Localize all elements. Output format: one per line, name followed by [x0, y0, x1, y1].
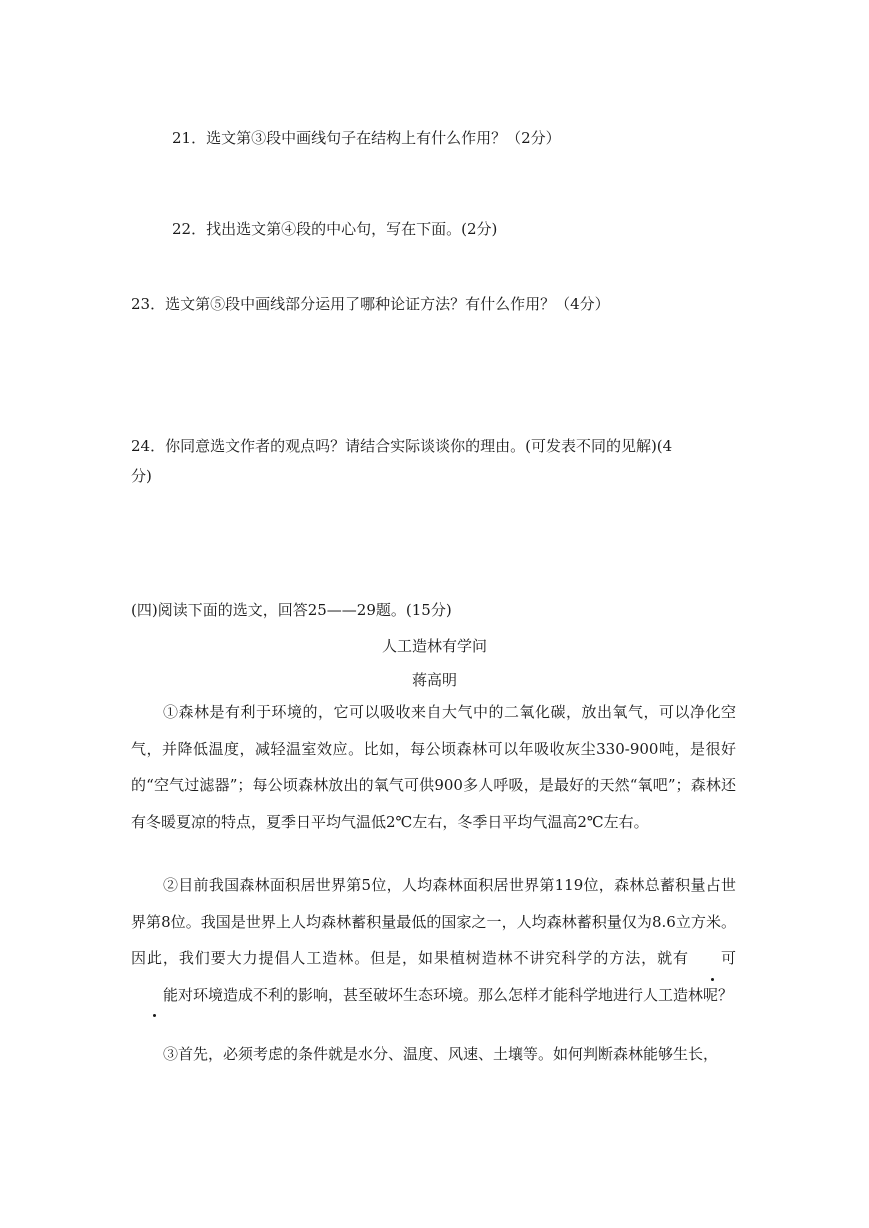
emphasis-dot-char: 可: [689, 940, 736, 977]
article-author: 蒋高明: [411, 671, 457, 689]
question-21: 21．选文第③段中画线句子在结构上有什么作用？（2分）: [172, 129, 561, 147]
paragraph-1: ①森林是有利于环境的，它可以吸收来自大气中的二氧化碳，放出氧气，可以净化空气，并降低温度，减轻温室效应。比如，每公顷森林可以年吸收灰尘330-900吨，是很好的“空气过滤器”；每公顷森林放出的氧气可供900多人呼吸，是最好的天然“氧吧”；森林还有冬暖夏凉的特点，夏季日平均气温低2℃左右，冬季日平均气温高2℃左右。: [131, 703, 736, 831]
section-intro: (四)阅读下面的选文，回答25——29题。(15分): [131, 601, 452, 619]
article-title: 人工造林有学问: [381, 637, 487, 655]
question-23: 23．选文第⑤段中画线部分运用了哪种论证方法？有什么作用？（4分）: [131, 295, 610, 313]
emphasis-dot-char: 能: [131, 977, 178, 1014]
question-22: 22．找出选文第④段的中心句，写在下面。(2分): [172, 220, 498, 238]
paragraph-2-text-a: ②目前我国森林面积居世界第5位，人均森林面积居世界第119位，森林总蓄积量占世界第8位。我国是世界上人均森林蓄积量最低的国家之一，人均森林蓄积量仅为8.6立方米。因此，我们要大力提倡人工造林。但是，如果植树造林不讲究科学的方法，就有: [131, 876, 736, 967]
question-24-line-2: 分): [131, 467, 152, 485]
paragraph-3: ③首先，必须考虑的条件就是水分、温度、风速、土壤等。如何判断森林能够生长，: [163, 1045, 719, 1063]
paragraph-2-text-b: 对环境造成不利的影响，甚至破坏生态环境。那么怎样才能科学地进行人工造林呢？: [178, 985, 734, 1004]
paragraph-2: [131, 867, 736, 1013]
question-24-line-1: 24．你同意选文作者的观点吗？请结合实际谈谈你的理由。(可发表不同的见解)(4: [131, 437, 673, 455]
